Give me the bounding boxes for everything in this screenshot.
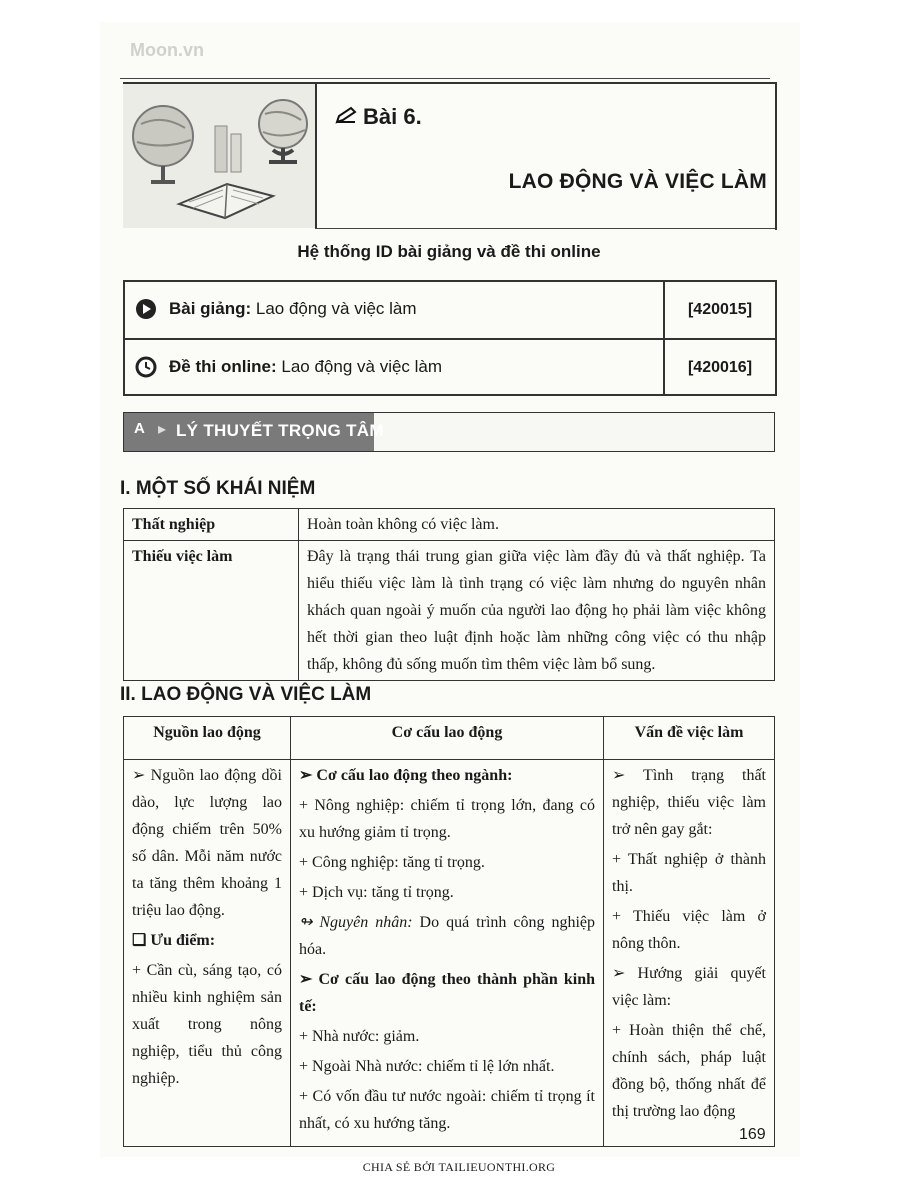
structure-by-economy-heading: ➢ Cơ cấu lao động theo thành phần kinh tế: <box>299 971 595 1015</box>
id-system-heading: Hệ thống ID bài giảng và đề thi online <box>297 242 601 261</box>
concept-definition: Hoàn toàn không có việc làm. <box>299 509 775 541</box>
advantages-text: + Cần cù, sáng tạo, có nhiều kinh nghiệm sản xuất trong nông nghiệp, tiểu thủ công nghiệp. <box>132 962 282 1087</box>
list-item: + Hoàn thiện thể chế, chính sách, pháp luật đồng bộ, thống nhất để thị trường lao động <box>612 1022 766 1120</box>
cause-label: ↬ Nguyên nhân: <box>299 914 413 931</box>
structure-by-sector-heading: ➢ Cơ cấu lao động theo ngành: <box>299 767 513 784</box>
list-item: + Có vốn đầu tư nước ngoài: chiếm tỉ trọng ít nhất, có xu hướng tăng. <box>299 1088 595 1132</box>
section-a-banner <box>123 412 775 452</box>
bleed-through-logo: Moon.vn <box>130 40 204 60</box>
table-row <box>124 541 775 681</box>
title-underline <box>315 228 775 229</box>
id-row-exam-prefix: Đề thi online: <box>169 357 277 376</box>
id-row-lecture-prefix: Bài giảng: <box>169 299 252 318</box>
column-header: Cơ cấu lao động <box>291 717 604 760</box>
list-item: + Công nghiệp: tăng tỉ trọng. <box>299 854 485 871</box>
section-a-letter: A <box>134 420 145 437</box>
employment-issue-cell <box>604 760 775 1147</box>
labor-structure-cell <box>291 760 604 1147</box>
id-row-lecture[interactable] <box>125 282 775 338</box>
advantages-heading: ❑ Ưu điểm: <box>132 932 216 949</box>
labor-table <box>123 716 775 1147</box>
id-table <box>123 280 777 396</box>
credit-footer: CHIA SẺ BỞI TAILIEUONTHI.ORG <box>362 1160 556 1174</box>
id-row-exam-code: [420016] <box>663 340 775 396</box>
id-row-exam-title: Lao động và việc làm <box>276 357 443 376</box>
section-a-label: LÝ THUYẾT TRỌNG TÂM <box>176 421 384 440</box>
part2-heading: II. LAO ĐỘNG VÀ VIỆC LÀM <box>120 684 372 705</box>
page-number: 169 <box>739 1126 766 1143</box>
list-item: + Nông nghiệp: chiếm tỉ trọng lớn, đang có xu hướng giảm tỉ trọng. <box>299 797 595 841</box>
id-row-lecture-title: Lao động và việc làm <box>251 299 417 318</box>
list-item: + Ngoài Nhà nước: chiếm tỉ lệ lớn nhất. <box>299 1058 555 1075</box>
cause-text: Do quá trình công nghiệp hóa. <box>299 914 596 958</box>
concept-term: Thất nghiệp <box>124 509 299 541</box>
id-row-lecture-text <box>169 299 417 319</box>
concept-definition: Đây là trạng thái trung gian giữa việc làm đầy đủ và thất nghiệp. Ta hiểu thiếu việc làm là tình trạng có việc làm nhưng do nguyên nhân khách quan ngoài ý muốn của người lao động họ phải làm việc không hết thời gian theo luật định hoặc làm những công việc có thu nhập thấp, không đủ sống muốn tìm thêm việc làm bổ sung. <box>299 541 775 681</box>
id-row-exam-text <box>169 357 442 377</box>
clock-icon <box>135 356 157 378</box>
labor-source-cell <box>124 760 291 1147</box>
list-item: + Thất nghiệp ở thành thị. <box>612 851 766 895</box>
list-item: ➢ Hướng giải quyết việc làm: <box>612 965 766 1009</box>
play-icon <box>135 298 157 320</box>
column-header: Vấn đề việc làm <box>604 717 775 760</box>
column-header: Nguồn lao động <box>124 717 291 760</box>
bleed-through-header <box>120 40 780 80</box>
lesson-number <box>335 104 422 130</box>
cause-line <box>299 909 595 963</box>
list-item: + Dịch vụ: tăng tỉ trọng. <box>299 884 454 901</box>
header-rule <box>120 78 770 79</box>
pencil-icon <box>335 104 357 130</box>
list-item: + Nhà nước: giảm. <box>299 1028 420 1045</box>
lesson-title-block <box>123 82 777 230</box>
list-item: ➢ Tình trạng thất nghiệp, thiếu việc làm trở nên gay gắt: <box>612 767 766 838</box>
table-header-row <box>124 717 775 760</box>
concept-term: Thiếu việc làm <box>124 541 299 681</box>
lesson-title: LAO ĐỘNG VÀ VIỆC LÀM <box>508 170 767 193</box>
table-row <box>124 760 775 1147</box>
globe-books-image <box>123 84 315 228</box>
concepts-table <box>123 508 775 681</box>
globe-illustration <box>123 84 317 228</box>
id-row-lecture-code: [420015] <box>663 282 775 338</box>
labor-source-text: ➢ Nguồn lao động dồi dào, lực lượng lao động chiếm trên 50% số dân. Mỗi năm nước ta tăng thêm khoảng 1 triệu lao động. <box>132 767 282 919</box>
id-row-exam[interactable] <box>125 338 775 396</box>
chevron-right-icon: ▸ <box>158 421 167 438</box>
part1-heading: I. MỘT SỐ KHÁI NIỆM <box>120 478 316 499</box>
list-item: + Thiếu việc làm ở nông thôn. <box>612 908 766 952</box>
lesson-number-label: Bài 6. <box>363 104 422 129</box>
table-row <box>124 509 775 541</box>
